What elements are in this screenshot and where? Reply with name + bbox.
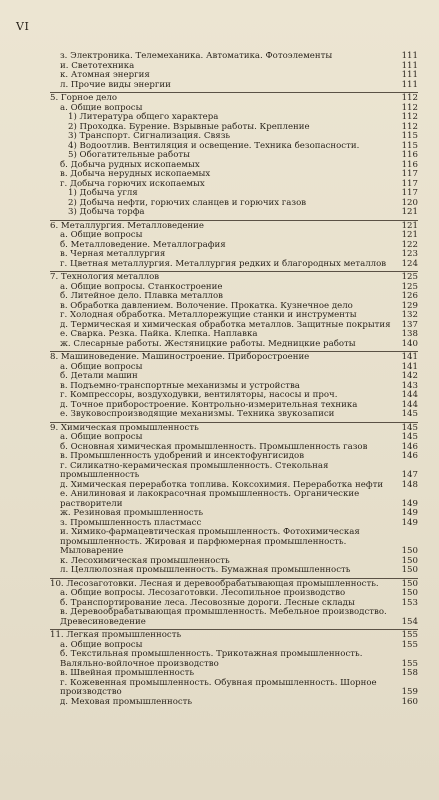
toc-entry-title: а. Общие вопросы. Лесозаготовки. Лесопильное производство (60, 588, 346, 598)
toc-entry-page: 143 (401, 380, 418, 391)
toc-entry (50, 340, 418, 350)
toc-entry-title: 1) Добыча угля (68, 188, 138, 198)
toc-entry-page: 117 (401, 169, 418, 179)
toc-entry-title: а. Общие вопросы (60, 102, 143, 113)
toc-entry-page: 117 (401, 188, 418, 198)
toc-entry-title: а. Общие вопросы. Станкостроение (60, 281, 223, 292)
toc-entry (50, 260, 418, 270)
toc-entry-page: 144 (401, 399, 418, 410)
page-number: VI (16, 20, 30, 33)
toc-entry-title: б. Детали машин (60, 371, 138, 381)
toc-entry-title: з. Промышленность пластмасс (60, 517, 202, 528)
toc-entry (50, 679, 418, 698)
toc-entry-page: 111 (401, 60, 418, 71)
toc-entry-page: 122 (401, 239, 418, 250)
toc-entry-page: 150 (401, 546, 418, 556)
toc-entry-page: 112 (401, 112, 418, 122)
toc-entry-page: 129 (401, 300, 418, 311)
toc-entry-page: 150 (401, 565, 418, 575)
toc-entry-title: 6. Металлургия. Металловедение (50, 220, 204, 231)
toc-entry-page: 137 (401, 319, 418, 330)
toc-entry-title: г. Кожевенная промышленность. Обувная промышленность. Шорное производство (60, 677, 377, 697)
toc-entry (50, 528, 418, 557)
toc-entry-title: а. Общие вопросы (60, 432, 143, 442)
toc-entry-page: 117 (401, 178, 418, 189)
toc-entry-page: 144 (401, 390, 418, 400)
toc-entry-page: 116 (401, 150, 418, 160)
toc-entry-page: 125 (401, 272, 418, 282)
toc-entry (50, 208, 418, 218)
toc-entry-title: в. Подъемно-транспортные механизмы и устройства (60, 380, 300, 391)
toc-entry-title: в. Промышленность удобрений и инсектофунгисидов (60, 451, 305, 461)
toc-entry-title: в. Добыча нерудных ископаемых (60, 169, 211, 179)
toc-entry-page: 116 (401, 159, 418, 170)
toc-entry-page: 159 (401, 687, 418, 697)
toc-entry-page: 132 (401, 310, 418, 320)
toc-entry (50, 490, 418, 509)
toc-entry-page: 142 (401, 371, 418, 381)
toc-entry-page: 146 (401, 441, 418, 452)
toc-entry-title: б. Основная химическая промышленность. Промышленность газов (60, 441, 368, 452)
toc-entry-page: 150 (401, 588, 418, 598)
toc-entry-title: 10. Лесозаготовки. Лесная и деревообрабатывающая промышленность. (50, 578, 379, 589)
toc-entry-page: 140 (401, 338, 418, 349)
toc-entry-page: 112 (401, 102, 418, 113)
toc-entry-title: ж. Слесарные работы. Жестяницкие работы. Медницкие работы (60, 338, 356, 349)
toc-entry-title: и. Химико-фармацевтическая промышленность. Фотохимическая промышленность. Жировая и парфюмерная промышленность. Мыловарение (60, 527, 360, 556)
toc-entry-page: 121 (401, 230, 418, 240)
toc-entry-page: 158 (401, 668, 418, 678)
toc-entry-title: е. Сварка. Резка. Пайка. Клепка. Наплавка (60, 329, 258, 339)
toc-entry-title: б. Литейное дело. Плавка металлов (60, 291, 224, 301)
toc-entry-page: 124 (401, 258, 418, 269)
toc-entry-title: е. Анилиновая и лакокрасочная промышленность. Органические растворители (60, 489, 360, 509)
toc-entry-title: б. Металловедение. Металлография (60, 239, 226, 250)
toc-entry-page: 125 (401, 281, 418, 292)
toc-entry-page: 112 (401, 121, 418, 132)
toc-entry-title: в. Деревообрабатывающая промышленность. Мебельное производство. Древесиноведение (60, 607, 387, 627)
toc-entry-page: 115 (401, 131, 418, 141)
toc-entry-page: 111 (401, 70, 418, 80)
toc-entry-title: и. Светотехника (60, 60, 135, 71)
toc-entry-title: а. Общие вопросы (60, 230, 143, 240)
toc-entry-title: б. Добыча рудных ископаемых (60, 159, 200, 170)
toc-entry-title: 5. Горное дело (50, 93, 118, 103)
toc-entry (50, 410, 418, 420)
toc-entry-page: 149 (401, 517, 418, 528)
toc-entry-title: 7. Технология металлов (50, 272, 160, 282)
toc-entry-title: л. Прочие виды энергии (60, 79, 171, 90)
toc-entry-title: 2) Проходка. Бурение. Взрывные работы. Крепление (68, 121, 310, 132)
toc-entry-title: 3) Транспорт. Сигнализация. Связь (68, 131, 231, 141)
toc-entry-title: л. Целлюлозная промышленность. Бумажная промышленность (60, 565, 351, 575)
toc-entry-page: 126 (401, 291, 418, 301)
toc-entry-page: 153 (401, 597, 418, 608)
toc-entry-title: б. Транспортирование леса. Лесовозные дороги. Лесные склады (60, 597, 355, 608)
toc-entry-page: 145 (401, 432, 418, 442)
toc-entry-page: 145 (401, 422, 418, 433)
toc-entry-page: 146 (401, 451, 418, 461)
toc-entry (50, 81, 418, 91)
toc-entry-title: 4) Водоотлив. Вентиляция и освещение. Техника безопасности. (68, 140, 360, 151)
toc-entry-page: 115 (401, 140, 418, 151)
toc-entry-title: 2) Добыча нефти, горючих сланцев и горючих газов (68, 197, 307, 208)
toc-entry-title: е. Звуковоспроизводящие механизмы. Техника звукозаписи (60, 409, 335, 419)
toc-entry-page: 141 (401, 361, 418, 372)
toc-entry-title: г. Силикатно-керамическая промышленность. Стекольная промышленность (60, 460, 329, 480)
toc-entry-page: 154 (401, 616, 418, 627)
toc-entry-page: 155 (401, 658, 418, 669)
toc-entry-page: 121 (401, 207, 418, 217)
toc-entry-title: г. Цветная металлургия. Металлургия редких и благородных металлов (60, 258, 387, 269)
toc-entry (50, 462, 418, 481)
toc-entry-title: г. Компрессоры, воздуходувки, вентиляторы, насосы и проч. (60, 390, 338, 400)
toc-entry-page: 112 (401, 93, 418, 103)
toc-entry-title: 9. Химическая промышленность (50, 422, 199, 433)
toc-entry-title: д. Меховая промышленность (60, 696, 193, 707)
toc-entry-title: г. Добыча горючих ископаемых (60, 178, 205, 189)
toc-entry-title: д. Химическая переработка топлива. Коксохимия. Переработка нефти (60, 479, 384, 490)
toc-entry-page: 111 (401, 79, 418, 90)
toc-entry-title: з. Электроника. Телемеханика. Автоматика. Фотоэлементы (60, 51, 333, 61)
toc-entry-title: д. Термическая и химическая обработка металлов. Защитные покрытия (60, 319, 391, 330)
toc-entry-title: б. Текстильная промышленность. Трикотажная промышленность. Валяльно-войлочное производство (60, 649, 363, 669)
toc-entry-title: 11. Легкая промышленность (50, 630, 182, 640)
toc-entry-title: ж. Резиновая промышленность (60, 508, 204, 518)
toc-entry-title: 1) Литература общего характера (68, 112, 219, 122)
toc-entry-title: 5) Обогатительные работы (68, 150, 190, 160)
toc-entry-title: д. Точное приборостроение. Контрольно-измерительная техника (60, 399, 358, 410)
toc-entry-title: а. Общие вопросы (60, 639, 143, 650)
toc-entry (50, 608, 418, 627)
toc-entry-title: к. Атомная энергия (60, 70, 150, 80)
toc-entry-page: 111 (401, 51, 418, 61)
toc-entry-page: 155 (401, 639, 418, 650)
toc-entry-title: г. Холодная обработка. Металлорежущие станки и инструменты (60, 310, 357, 320)
toc-entry-page: 145 (401, 409, 418, 419)
toc-entry-page: 120 (401, 197, 418, 208)
toc-entry-title: 8. Машиноведение. Машиностроение. Приборостроение (50, 352, 310, 362)
toc-entry (50, 698, 418, 708)
toc-entry-title: 3) Добыча торфа (68, 207, 145, 217)
toc-entry-page: 148 (401, 479, 418, 490)
toc-entry-page: 121 (401, 220, 418, 231)
toc-entry-page: 160 (401, 696, 418, 707)
toc-entry-page: 150 (401, 578, 418, 589)
toc-entry-page: 147 (401, 470, 418, 480)
toc-entry-title: к. Лесохимическая промышленность (60, 555, 230, 566)
toc-entry-page: 138 (401, 329, 418, 339)
toc-entry-page: 149 (401, 508, 418, 518)
toc-entry-page: 123 (401, 249, 418, 259)
toc-entry (50, 566, 418, 576)
toc-entry-page: 150 (401, 555, 418, 566)
toc-entry-page: 141 (401, 352, 418, 362)
toc-entry-title: в. Швейная промышленность (60, 668, 195, 678)
table-of-contents (50, 52, 418, 707)
toc-entry-title: в. Черная металлургия (60, 249, 166, 259)
toc-entry-page: 155 (401, 630, 418, 640)
toc-entry-title: в. Обработка давлением. Волочение. Прокатка. Кузнечное дело (60, 300, 353, 311)
toc-entry-page: 149 (401, 498, 418, 509)
toc-entry (50, 650, 418, 669)
toc-entry-title: а. Общие вопросы (60, 361, 143, 372)
